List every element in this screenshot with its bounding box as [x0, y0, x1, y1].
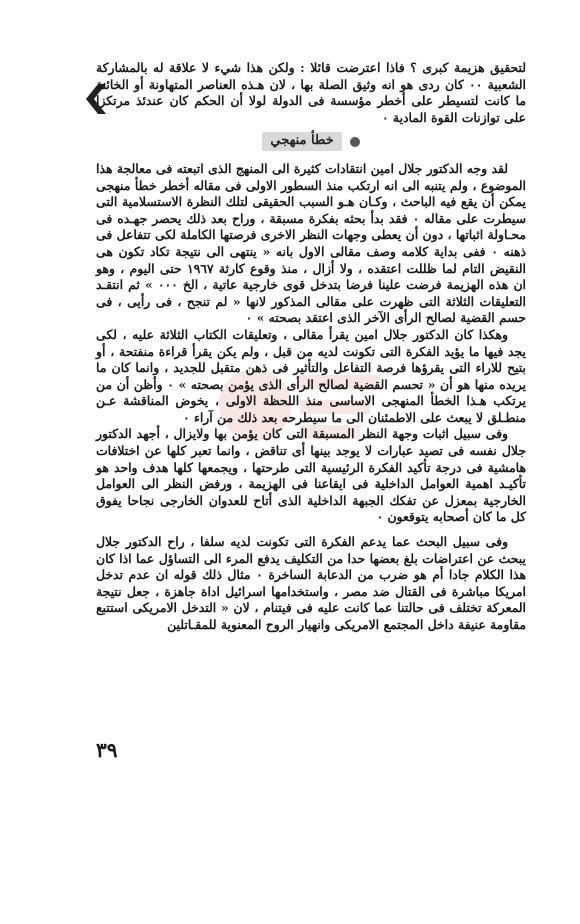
body-paragraph: وفى سبيل البحث عما يدعم الفكرة التى تكونت لديه سلفا ، راح الدكتور جلال يبحث عن اعتراضات بلغ بعضها حدا من التكليف يدفع المرء الى التساؤل عما اذا كان هذا الكلام جادا أم هو ضرب من الدعابة الساخرة ٠ مثال ذلك قوله ان عدم تدخل امريكا مباشرة فى القتال ضد مصر ، واستخدامها اسرائيل اداة جاهزة ، جعل نتيجة المعركة تختلف فى حالتنا عما كانت عليه فى فيتنام ، لان « التدخل الامريكى استتبع مقاومة عنيفة داخل المجتمع الامريكى وانهيار الروح المعنوية للمقـاتلين [96, 534, 527, 632]
page-number: ٣٩ [96, 738, 118, 762]
paragraph-gap [96, 526, 526, 534]
intro-paragraph: لتحقيق هزيمة كبرى ؟ فاذا اعترضت قائلا : ولكن هذا شيء لا علاقة له بالمشاركة الشعبية ٠٠ كان ردى هو انه وثيق الصلة بها ، لان هـذه العناصر المتهاونة أو الخائنة ما كانت لتسيطر على أخطر مؤسسة فى الدولة لولا أن الحكم كان عندئذ مرتكزا على توازنات القوة المادية ٠ [96, 60, 526, 125]
section-heading-text: خطأ منهجي [262, 132, 341, 151]
body-paragraph: لقد وجه الدكتور جلال امين انتقادات كثيرة الى المنهج الذى اتبعته فى معالجة هذا الموضوع ، ولم يتنبه الى انه ارتكب منذ السطور الاولى فى مقاله أخطر خطأ منهجى يمكن أن يقع فيه الباحث ، وكـان هـو السبب الحقيقى لتلك النظرة الاستسلامية التى سيطرت على مقاله ٠ فقد بدأ بحثه بفكرة مسبقة ، وراح بعد ذلك يحصر جهـده فى محـاولة اثباتها ، دون أن يعطى وجهات النظر الاخرى فرصتها الكاملة لكى تتفاعل فى ذهنه ٠ ففى بداية كلامه وصف مقالى الاول بانه « ينتهى الى نتيجة تكاد تكون هى النقيض التام لما ظللت اعتقده ، ولا أزال ، منذ وقوع كارثة ١٩٦٧ حتى اليوم ، وهو ان هذه الهزيمة فرضت علينا فرضا بتدخل قوى خارجية عاتية ، الخ ٠٠٠ » ثم انتقـد التعليقات الثلاثة التى ظهرت على مقالى المذكور لانها « لم تنجح ، فى رأيى ، فى حسم القضية لصالح الرأى الآخر الذى اعتقد بصحته » ٠ [96, 160, 526, 326]
body-paragraph: وفى سبيل اثبات وجهة النظر المسبقة التى كان يؤمن بها ولايزال ، أجهد الدكتور جلال نفسه فى تصيد عبارات لا يوجد بينها أى تناقض ، وانما تعبر كلها عن اختلافات هامشية فى درجة تأكيد الفكرة الرئيسية التى طرحتها ، ويجمعها كلها هدف واحد هو تأكيـد اهمية العوامل الداخلية فى ايقاعنا فى الهزيمة ، ورفض النظر الى العوامل الخارجية بمعزل عن تفكك الجبهة الداخلية الذى أتاح للعدوان الخارجى نجاحا يفوق كل ما كان أصحابه يتوقعون ٠ [96, 426, 526, 525]
section-heading [96, 132, 526, 151]
article-body [96, 60, 526, 634]
heading-bullet-icon [350, 137, 360, 147]
body-paragraph: وهكذا كان الدكتور جلال امين يقرأ مقالى ، وتعليقات الكتاب الثلاثة عليه ، لكى يجد فيها ما يؤيد الفكرة التى تكونت لديه من قبل ، ولم يكن يقرأ قراءة منفتحة ، أو بتيح للاراء التى يقرؤها فرصة التفاعل والتأثير فى ذهن متقبل للجديد ، وانما كان ما يريده منها هو أن « تحسم القضية لصالح الرأى الذى يؤمن بصحته » ٠ وأظن أن من يرتكب هـذا الخطأ المنهجى الاساسى منذ اللحظة الاولى ، يخوض المناقشة عـن منطـلق لا يبعث على الاطمئنان الى ما سيطرحه بعد ذلك من آراء ٠ [96, 326, 526, 425]
